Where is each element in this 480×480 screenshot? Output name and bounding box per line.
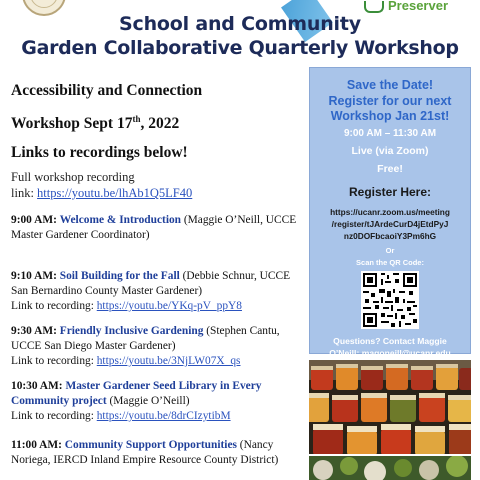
session-speaker: (Nancy Noriega, IERCD Inland Empire Resource County District) — [11, 439, 279, 467]
session-speaker: (Maggie O’Neill, UCCE Master Gardener Coordinator) — [11, 214, 297, 242]
full-recording-line-2 — [11, 185, 307, 201]
session-1 — [11, 213, 307, 243]
vegetables-photo — [309, 456, 471, 480]
register-url-line-2: /register/tJArdeCurD4jEtdPyJ — [331, 218, 449, 229]
workshop-cost: Free! — [377, 162, 403, 175]
session-recording-link[interactable]: https://youtu.be/8drCIzytibM — [96, 410, 231, 423]
scan-qr-label: Scan the QR Code: — [356, 257, 424, 267]
session-title: Welcome & Introduction — [59, 214, 182, 227]
date-year: , 2022 — [140, 115, 180, 133]
session-speaker: (Debbie Schnur, UCCE San Bernardino County Master Gardener) — [11, 270, 291, 298]
save-line-1: Save the Date! — [346, 78, 434, 92]
workshop-mode: Live (via Zoom) — [351, 144, 429, 157]
date-suffix: th — [132, 114, 141, 124]
contact-line-1: Questions? Contact Maggie — [333, 335, 447, 346]
register-url-line-3: nz0DOFbcaoiY3Pm6hG — [343, 230, 437, 241]
session-time: 9:00 AM: — [11, 214, 57, 227]
workshop-date — [11, 107, 307, 136]
session-title: Master Gardener Seed Library in Every Community project — [11, 380, 262, 408]
session-time: 9:10 AM: — [11, 270, 57, 283]
contact-line-2: O’Neill: magoneill@ucanr.edu — [329, 347, 451, 358]
session-recording — [11, 299, 307, 314]
session-time: 9:30 AM: — [11, 325, 57, 338]
date-prefix: Workshop Sept 17 — [11, 115, 133, 133]
session-recording — [11, 409, 307, 424]
session-3 — [11, 324, 307, 369]
full-recording-label-2: link: — [11, 186, 38, 201]
recording-label: Link to recording: — [11, 300, 97, 313]
session-recording-link[interactable]: https://youtu.be/YKq-pV_ppY8 — [96, 300, 242, 313]
seal-ring — [30, 0, 58, 8]
session-title: Community Support Opportunities — [64, 439, 237, 452]
session-time: 11:00 AM: — [11, 439, 62, 452]
session-title: Soil Building for the Fall — [59, 270, 180, 283]
save-the-date-heading — [310, 78, 470, 125]
session-title: Friendly Inclusive Gardening — [59, 325, 204, 338]
links-heading: Links to recordings below! — [11, 144, 188, 162]
page-title — [0, 12, 480, 60]
save-line-2: Register for our next — [328, 93, 452, 108]
register-heading: Register Here: — [348, 184, 432, 199]
register-url-line-1: https://ucanr.zoom.us/meeting — [330, 206, 450, 217]
contact-info — [310, 335, 470, 359]
title-line-2: Garden Collaborative Quarterly Workshop — [21, 37, 459, 59]
session-5 — [11, 438, 307, 468]
title-line-1: School and Community — [119, 13, 361, 35]
workshop-hours: 9:00 AM – 11:30 AM — [343, 127, 437, 139]
session-speaker: (Maggie O’Neill) — [106, 395, 190, 408]
session-time: 10:30 AM: — [11, 380, 63, 393]
register-link[interactable] — [310, 206, 470, 242]
recording-label: Link to recording: — [11, 355, 97, 368]
canning-jars-photo — [309, 360, 471, 454]
session-2 — [11, 269, 307, 314]
preserver-logo-text: Preserver — [388, 0, 448, 13]
full-recording — [11, 169, 307, 201]
recording-label: Link to recording: — [11, 410, 97, 423]
session-recording-link[interactable]: https://youtu.be/3NjLW07X_qs — [96, 355, 241, 368]
session-4 — [11, 379, 307, 424]
session-speaker: (Stephen Cantu, UCCE San Diego Master Gardener) — [11, 325, 280, 353]
save-line-3: Workshop Jan 21st! — [330, 109, 450, 123]
workshop-details — [11, 78, 307, 468]
save-the-date-panel — [309, 67, 471, 358]
session-recording — [11, 354, 307, 369]
workshop-subtitle: Accessibility and Connection — [11, 82, 203, 99]
full-recording-link[interactable]: https://youtu.be/lhAb1Q5LF40 — [37, 186, 193, 201]
qr-code[interactable] — [361, 271, 419, 329]
or-label: Or — [385, 245, 395, 255]
full-recording-label-1: Full workshop recording — [11, 170, 135, 185]
